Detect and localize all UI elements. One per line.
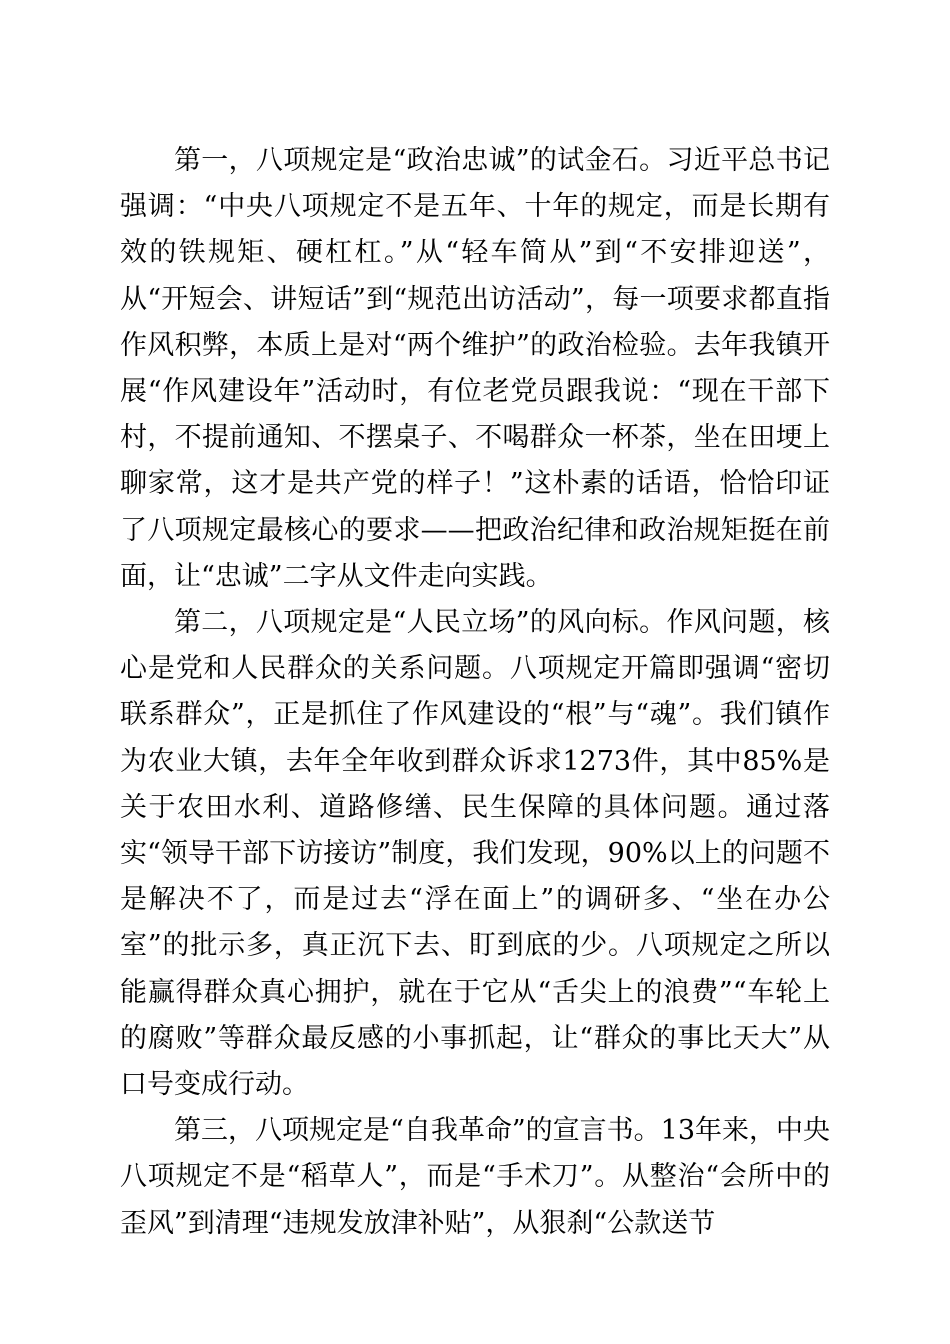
paragraph-3: [120, 1108, 830, 1247]
paragraph-3-lead: 第三，八项规定是“自我革命”的宣言书。: [174, 1115, 661, 1147]
paragraph-1-body: 习近平总书记强调：“中央八项规定不是五年、十年的规定，而是长期有效的铁规矩、硬杠杠。”从“轻车简从”到“不安排迎送”，从“开短会、讲短话”到“规范出访活动”，每一项要求都直指作风积弊，本质上是对“两个维护”的政治检验。去年我镇开展“作风建设年”活动时，有位老党员跟我说：“现在干部下村，不提前通知、不摆桌子、不喝群众一杯茶，坐在田埂上聊家常，这才是共产党的样子！”这朴素的话语，恰恰印证了八项规定最核心的要求——把政治纪律和政治规矩挺在前面，让“忠诚”二字从文件走向实践。: [120, 145, 831, 592]
paragraph-1: [120, 138, 830, 600]
paragraph-2-lead: 第二，八项规定是“人民立场”的风向标。: [174, 607, 667, 639]
paragraph-3-body: 13年来，中央八项规定不是“稻草人”，而是“手术刀”。从整治“会所中的歪风”到清理“违规发放津补贴”，从狠刹“公款送节: [120, 1115, 831, 1239]
paragraph-2: [120, 600, 830, 1108]
document-page: [120, 138, 830, 1247]
paragraph-1-lead: 第一，八项规定是“政治忠诚”的试金石。: [174, 145, 667, 176]
paragraph-2-body: 作风问题，核心是党和人民群众的关系问题。八项规定开篇即强调“密切联系群众”，正是抓住了作风建设的“根”与“魂”。我们镇作为农业大镇，去年全年收到群众诉求1273件，其中85%是关于农田水利、道路修缮、民生保障的具体问题。通过落实“领导干部下访接访”制度，我们发现，90%以上的问题不是解决不了，而是过去“浮在面上”的调研多、“坐在办公室”的批示多，真正沉下去、盯到底的少。八项规定之所以能赢得群众真心拥护，就在于它从“舌尖上的浪费”“车轮上的腐败”等群众最反感的小事抓起，让“群众的事比天大”从口号变成行动。: [120, 607, 831, 1101]
